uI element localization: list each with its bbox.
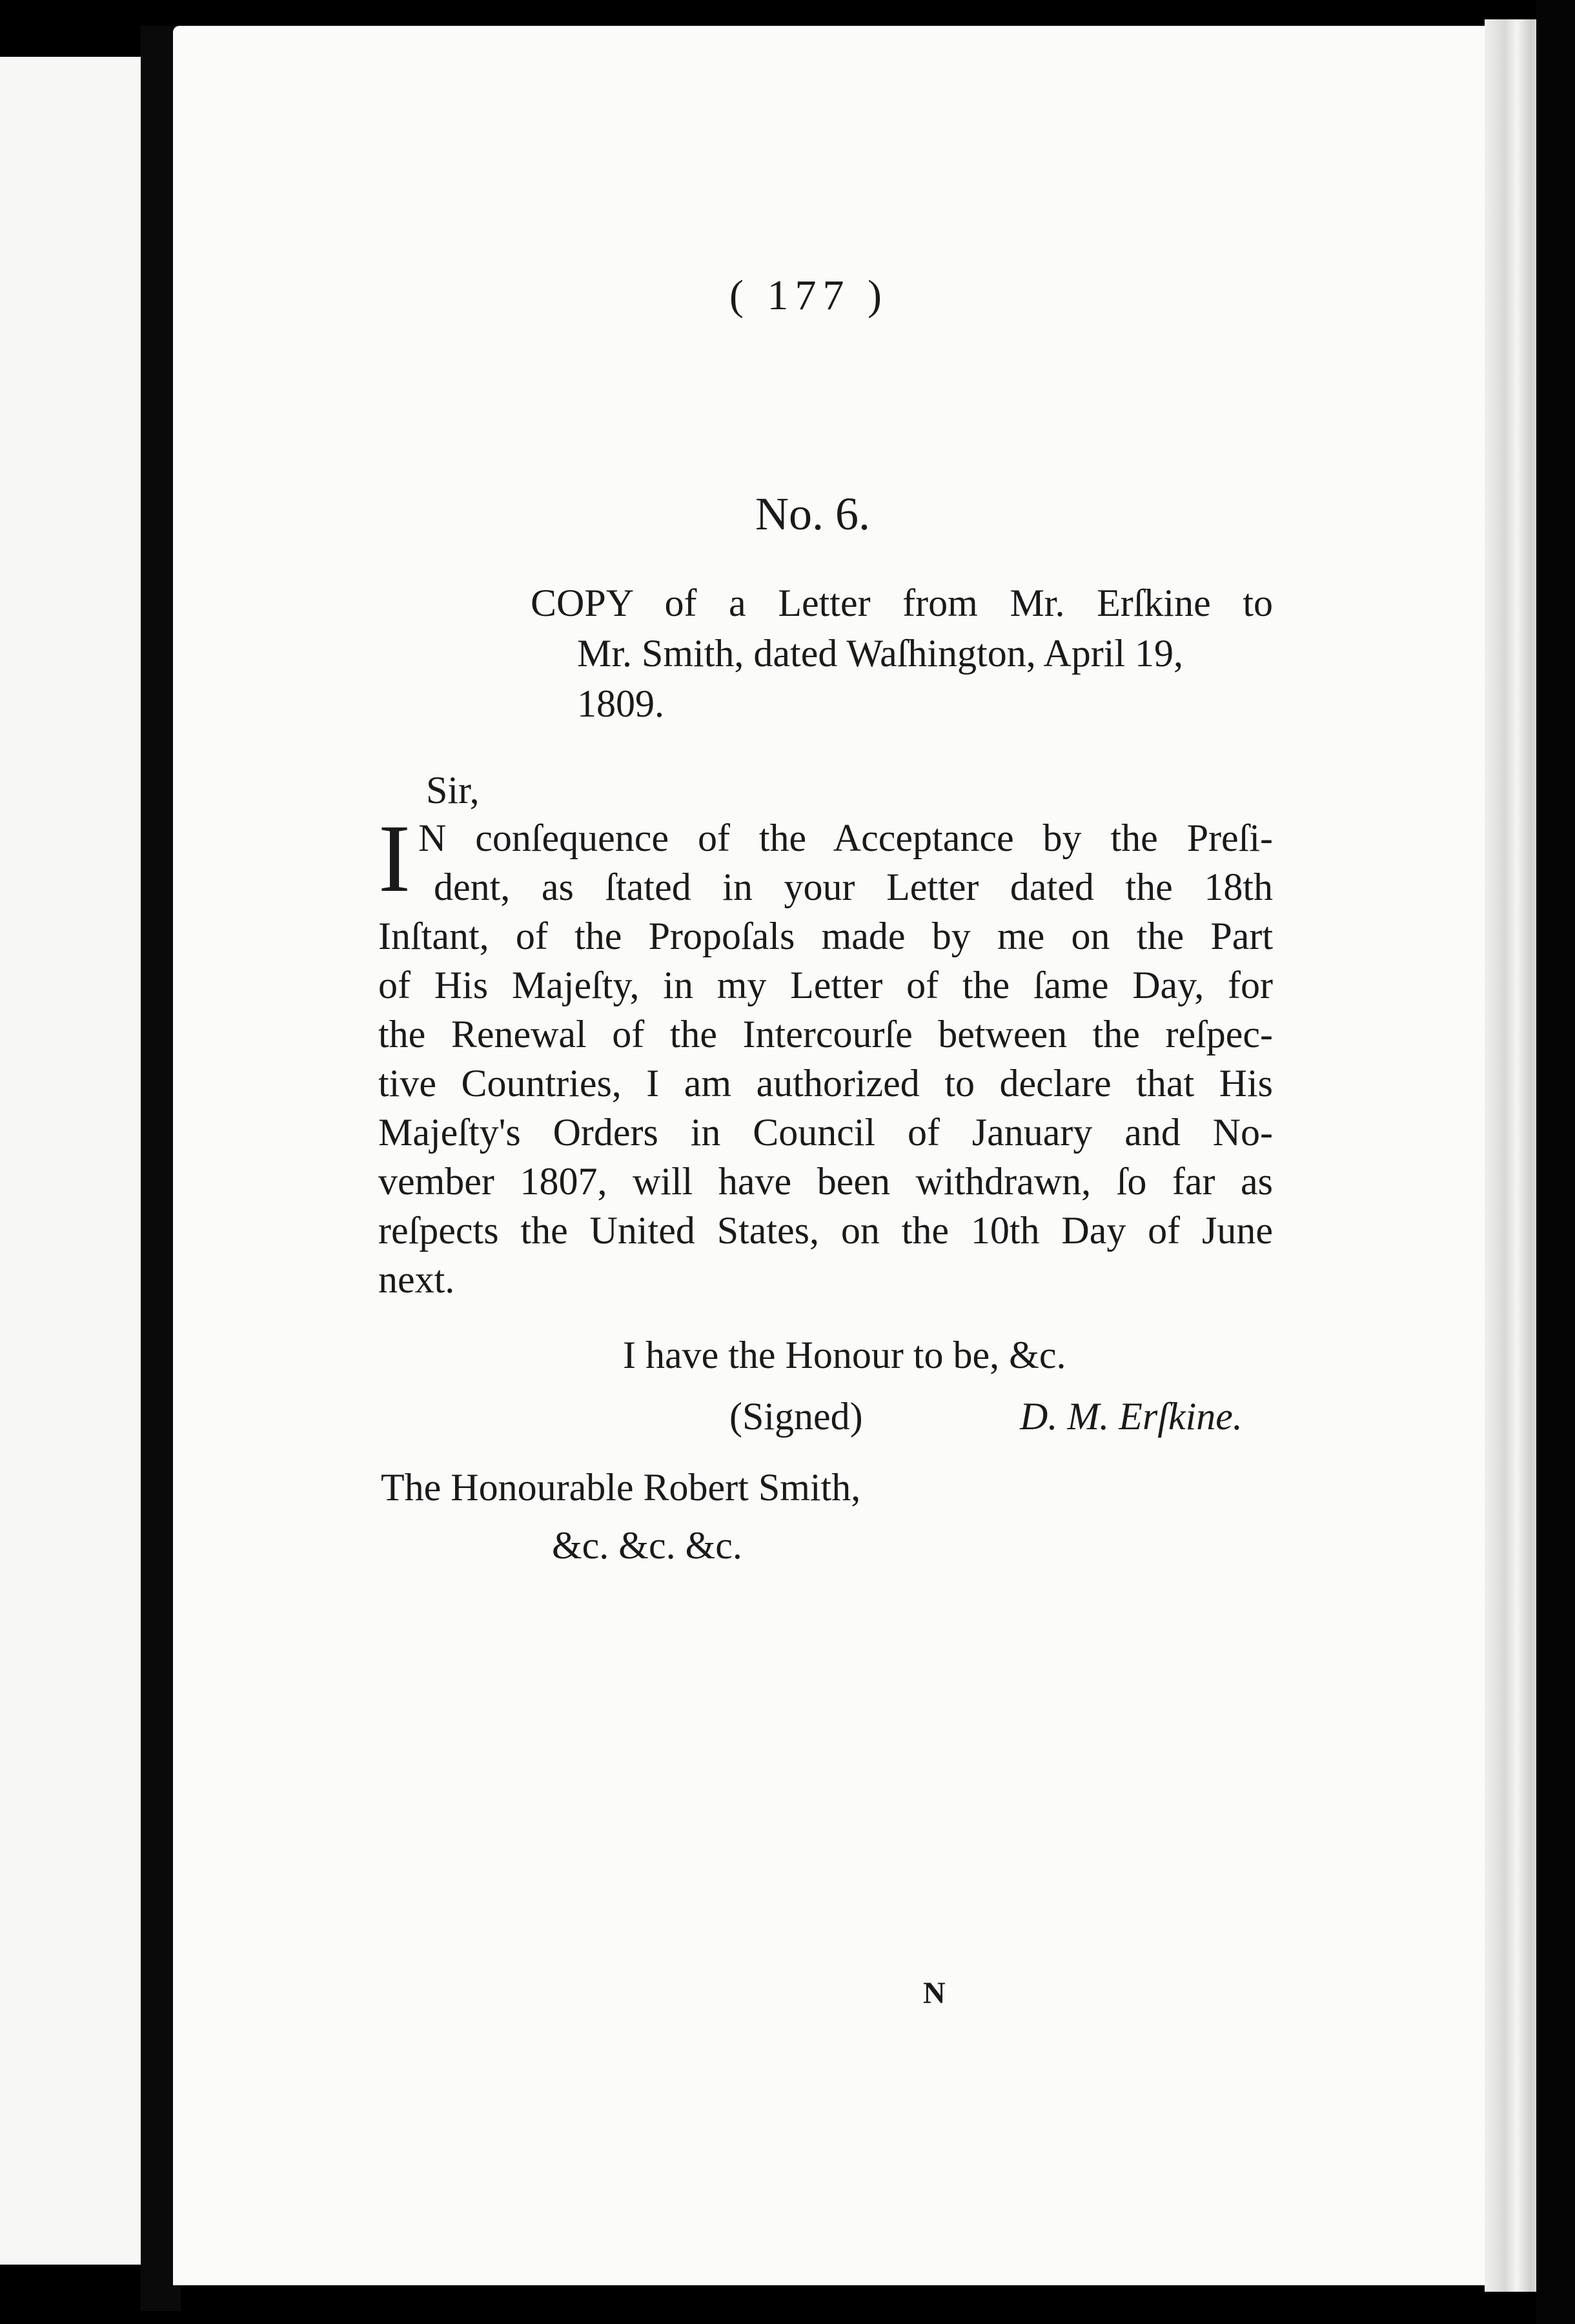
body-line: tive Countries, I am authorized to declare that His [378,1062,1273,1105]
title-line-1: COPY of a Letter from Mr. Erſkine to [531,582,1273,624]
letter-title [531,578,1273,729]
body-line: the Renewal of the Intercourſe between the reſpec- [378,1013,1273,1055]
signed-label: (Signed) [729,1395,863,1438]
facing-page-edge [0,57,141,2265]
printer-signature-mark: N [923,1976,946,2010]
page-number: ( 177 ) [729,272,888,319]
body-line: Inſtant, of the Propoſals made by me on the Part [378,915,1273,957]
addressee-etc: &c. &c. &c. [552,1524,742,1567]
drop-cap: I [378,805,411,912]
salutation: Sir, [426,769,480,811]
body-line: dent, as ſtated in your Letter dated the 18th [434,866,1273,908]
signature: D. M. Erſkine. [1020,1395,1243,1438]
body-line: of His Majeſty, in my Letter of the ſame Day, for [378,964,1273,1006]
complimentary-close: I have the Honour to be, &c. [623,1334,1066,1376]
scan-border-right [1536,0,1575,2324]
body-line: N conſequence of the Acceptance by the Preſi- [418,817,1273,859]
title-line-2: Mr. Smith, dated Waſhington, April 19, [577,632,1184,675]
page-fore-edge [1485,19,1543,2292]
body-line: vember 1807, will have been withdrawn, ſo far as [378,1160,1273,1203]
addressee: The Honourable Robert Smith, [381,1466,861,1509]
document-number-heading: No. 6. [755,488,870,540]
letter-body [378,805,1273,1304]
body-line: Majeſty's Orders in Council of January and No- [378,1111,1273,1154]
body-line: next. [378,1258,455,1301]
title-line-3: 1809. [577,682,664,725]
body-line: reſpects the United States, on the 10th Day of June [378,1209,1273,1252]
